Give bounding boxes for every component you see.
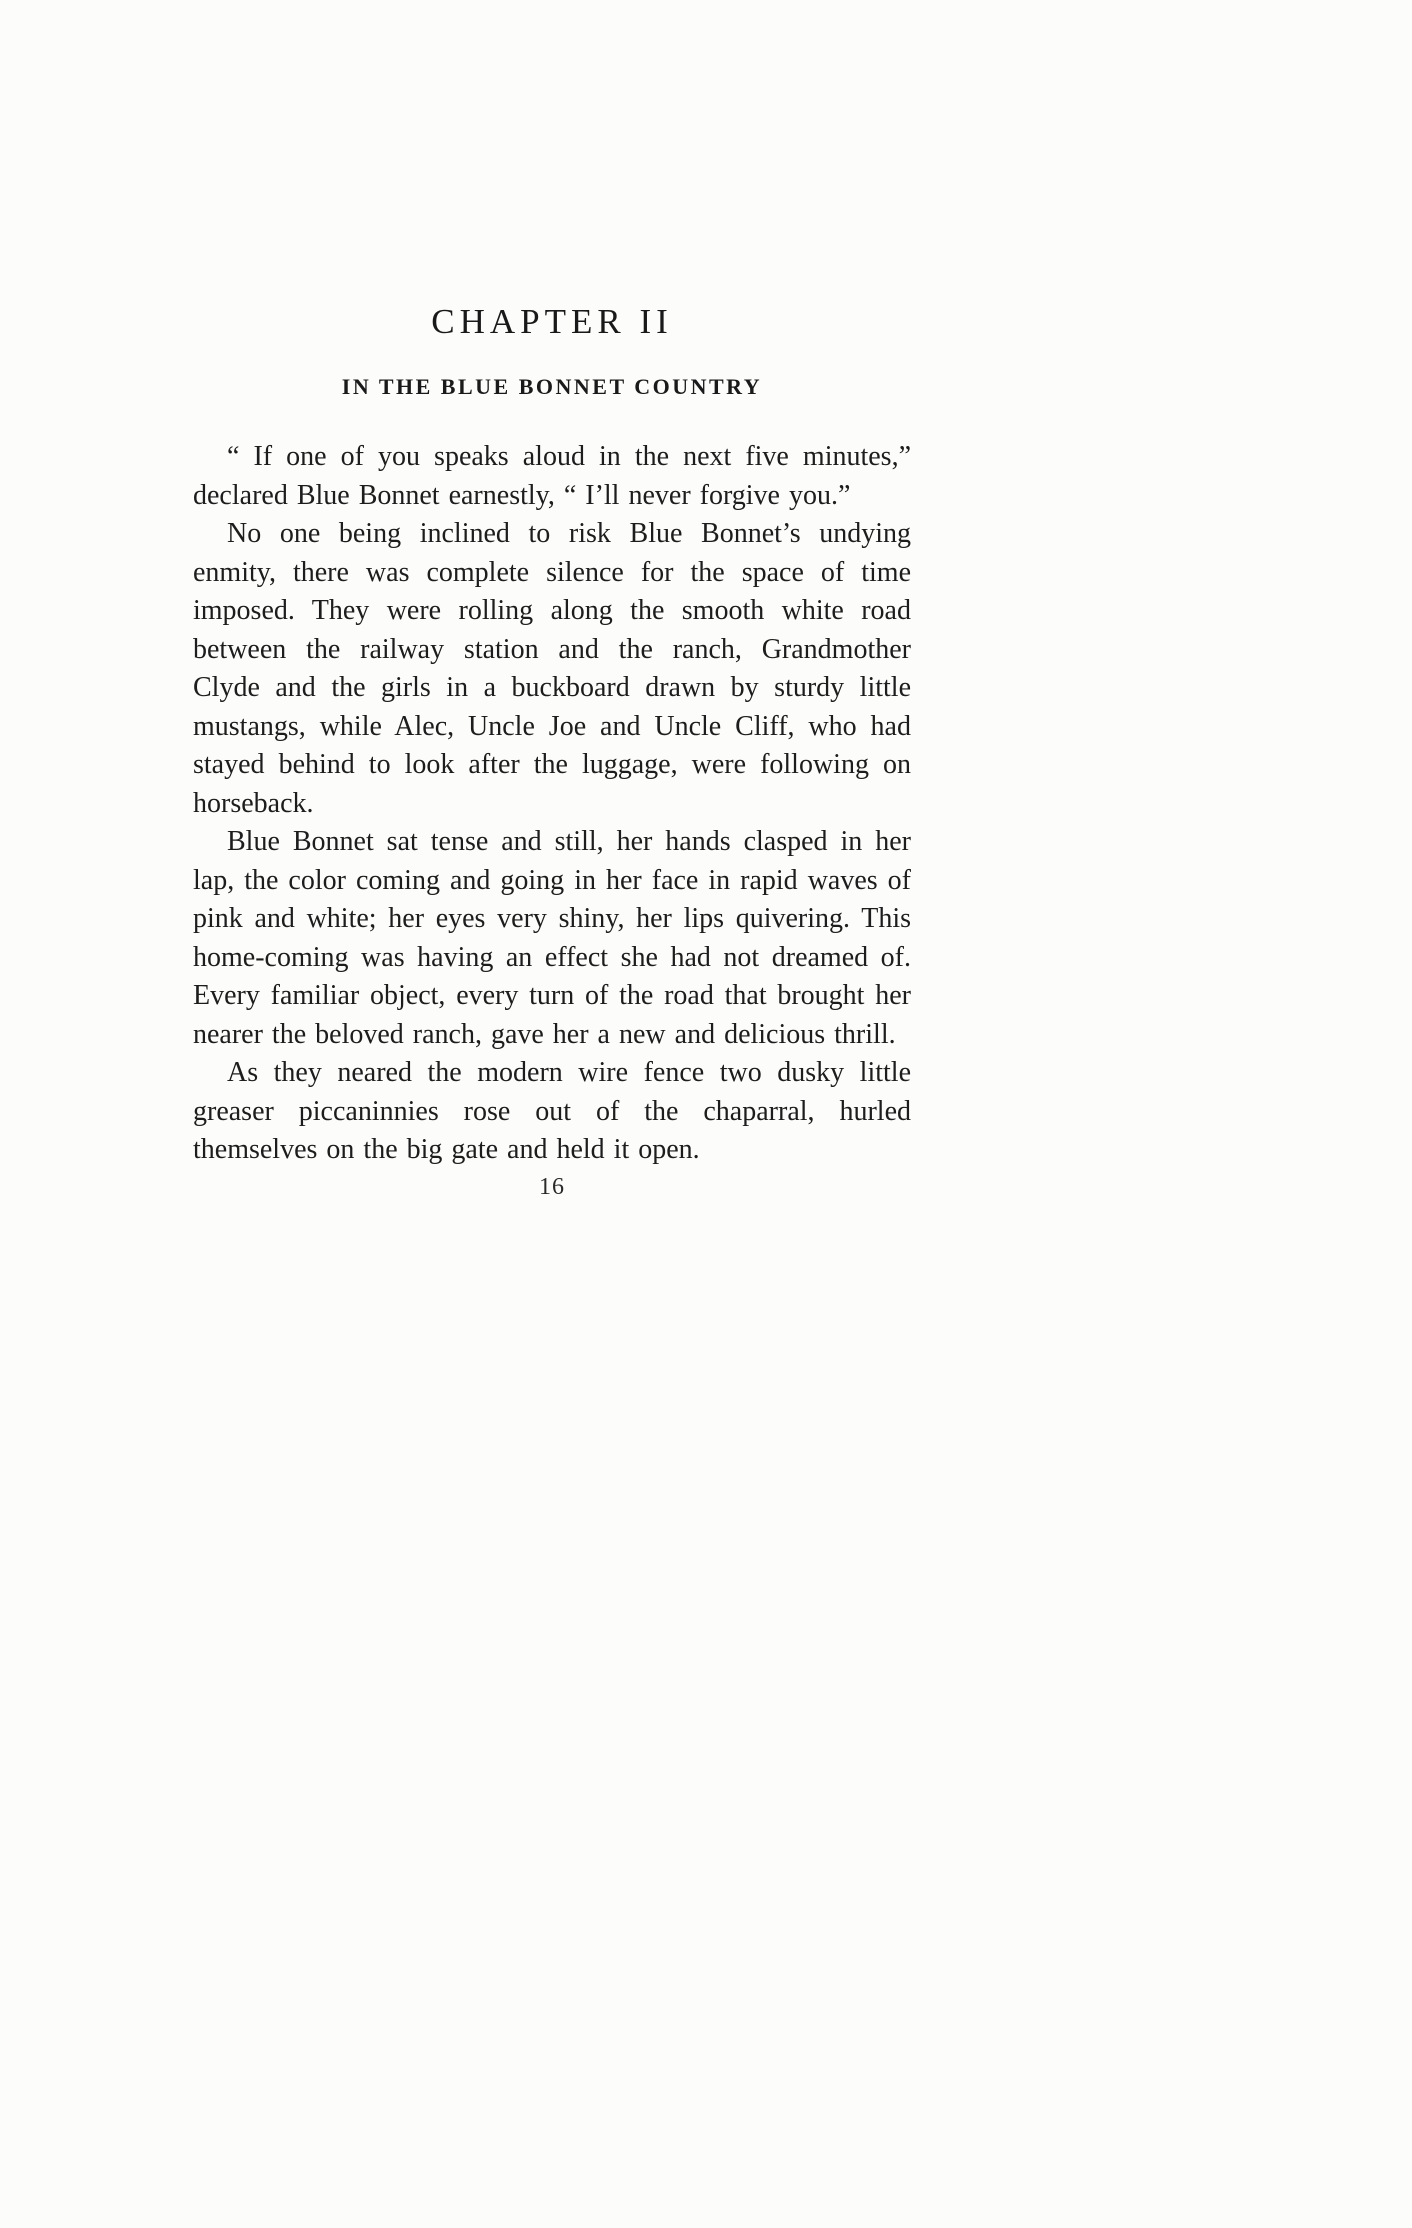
section-title: IN THE BLUE BONNET COUNTRY <box>341 374 763 399</box>
paragraph-2: No one being inclined to risk Blue Bonnet’s undying enmity, there was complete silence for the space of time imposed. They were rolling along the smooth white road between the railway station and the ranch, Grandmother Clyde and the girls in a buckboard drawn by sturdy little mustangs, while Alec, Uncle Joe and Uncle Cliff, who had stayed behind to look after the luggage, were following on horseback. <box>193 518 911 819</box>
text-column <box>193 0 911 1201</box>
paragraph-3: Blue Bonnet sat tense and still, her hands clasped in her lap, the color coming and going in her face in rapid waves of pink and white; her eyes very shiny, her lips quivering. This home-coming was having an effect she had not dreamed of. Every familiar object, every turn of the road that brought her nearer the beloved ranch, gave her a new and delicious thrill. <box>193 826 911 1050</box>
text-block <box>193 438 911 1170</box>
paragraph-4: As they neared the modern wire fence two dusky little greaser piccaninnies rose out of the chaparral, hurled themselves on the big gate and held it open. <box>193 1057 911 1165</box>
chapter-title: CHAPTER II <box>431 302 673 341</box>
paragraph-1: “ If one of you speaks aloud in the next five minutes,” declared Blue Bonnet earnestly, “ I’ll never forgive you.” <box>193 441 911 511</box>
page-number: 16 <box>539 1173 565 1200</box>
